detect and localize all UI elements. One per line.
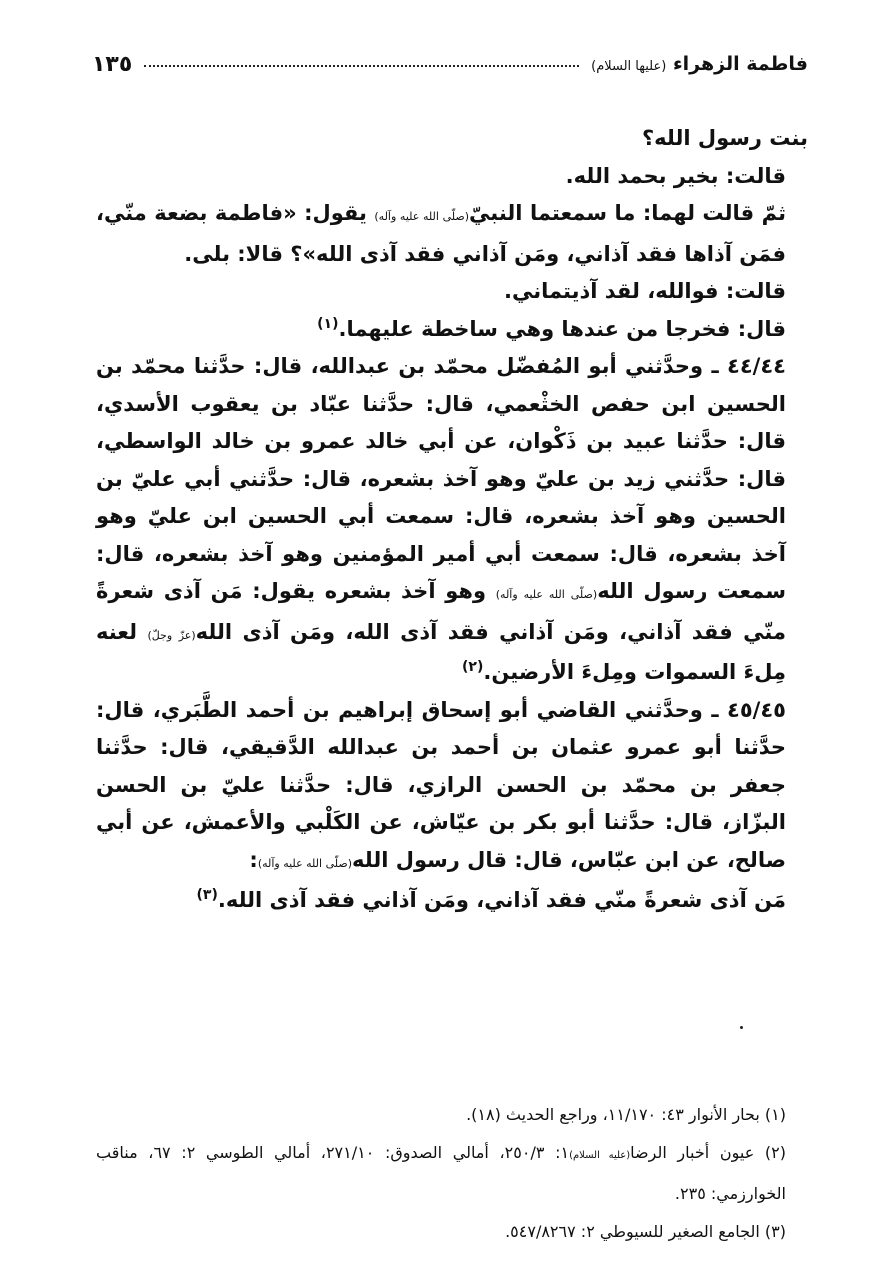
text-run: ٤٤/٤٤ ـ وحدَّثني أبو المُفضّل محمّد بن عبدالله، قال: حدَّثنا محمّد بن الحسين ابن حفص الخثْعمي، قال: حدَّثنا عبّاد بن يعقوب الأسدي، قال: حدَّثنا عبيد بن ذَكْوان، عن أبي خالد عمرو بن خالد الواسطي، قال: حدَّثني زيد بن عليّ وهو آخذ بشعره، قال: حدَّثني أبي عليّ بن الحسين وهو آخذ بشعره، قال: سمعت أبي الحسين ابن عليّ وهو آخذ بشعره، قال: سمعت أبي أمير المؤمنين وهو آخذ بشعره، قال: سمعت رسول الله: [96, 354, 786, 603]
footnote-1: (١) بحار الأنوار ٤٣: ١١/١٧٠، وراجع الحديث (١٨).: [466, 1105, 786, 1124]
text-run: قال: فخرجا من عندها وهي ساخطة عليهما.: [338, 316, 786, 341]
text-run: :: [249, 847, 258, 872]
honorific: (صلّى الله عليه وآله): [257, 856, 353, 870]
running-title-honorific: (عليها السلام): [591, 59, 667, 74]
text-run: ٤٥/٤٥ ـ وحدَّثني القاضي أبو إسحاق إبراهيم بن أحمد الطَّبَري، قال: حدَّثنا أبو عمرو عثمان بن أحمد بن عبدالله الدَّقيقي، قال: حدَّثنا جعفر بن محمّد بن الحسن الرازي، قال: حدَّثنا عليّ بن الحسن البزّاز، قال: حدَّثنا أبو بكر بن عيّاش، عن الكَلْبي والأعمش، عن أبي صالح، عن ابن عبّاس، قال: قال رسول الله: [96, 697, 786, 872]
text-run: مَن آذى شعرةً منّي فقد آذاني، ومَن آذاني فقد آذى الله.: [217, 888, 786, 912]
print-speck: [740, 1026, 743, 1029]
running-header: [92, 44, 808, 84]
main-text: [96, 120, 808, 920]
running-title: [591, 53, 808, 75]
footnote-3: (٣) الجامع الصغير للسيوطي ٢: ٥٤٧/٨٢٦٧.: [505, 1222, 786, 1241]
page-number: ١٣٥: [92, 51, 133, 77]
paragraph: [96, 311, 808, 349]
footnotes: [96, 1096, 808, 1251]
paragraph: [96, 195, 808, 273]
running-title-text: فاطمة الزهراء: [672, 53, 808, 75]
honorific: (صلّى الله عليه وآله): [374, 210, 470, 223]
footnote-2: [96, 1134, 808, 1213]
hadith-45: [96, 692, 808, 883]
text-run: لعنه مِلءَ السموات ومِلءَ الأرضين.: [96, 619, 786, 684]
footnote-ref: (٣): [196, 887, 218, 903]
honorific: (عزّ وجلّ): [147, 628, 196, 642]
footnote-ref: (٢): [462, 659, 484, 675]
text-run: وهو آخذ بشعره يقول: مَن آذى شعرةً منّي فقد آذاني، ومَن آذاني فقد آذى الله، ومَن آذى الله: [96, 579, 787, 644]
text-run: ثمّ قالت لهما: ما سمعتما النبيّ: [469, 201, 786, 225]
text-run: يقول: «فاطمة بضعة منّي، فمَن آذاها فقد آذاني، ومَن آذاني فقد آذى الله»؟ قالا: بلى.: [96, 201, 786, 266]
text-run: ١: ٢٥٠/٣، أمالي الصدوق: ٢٧١/١٠، أمالي الطوسي ٢: ٦٧، مناقب الخوارزمي: ٢٣٥.: [96, 1143, 786, 1203]
leader-dots: [144, 65, 579, 67]
paragraph: [96, 882, 808, 920]
footnote-ref: (١): [317, 315, 339, 332]
paragraph: قالت: فوالله، لقد آذيتماني.: [503, 279, 786, 303]
paragraph: قالت: بخير بحمد الله.: [565, 163, 786, 188]
honorific: (عليه السلام): [569, 1150, 631, 1161]
hadith-44: [96, 348, 808, 692]
paragraph: بنت رسول الله؟: [641, 126, 808, 150]
honorific: (صلّى الله عليه وآله): [495, 588, 598, 601]
text-run: (٢) عيون أخبار الرضا: [630, 1143, 786, 1162]
